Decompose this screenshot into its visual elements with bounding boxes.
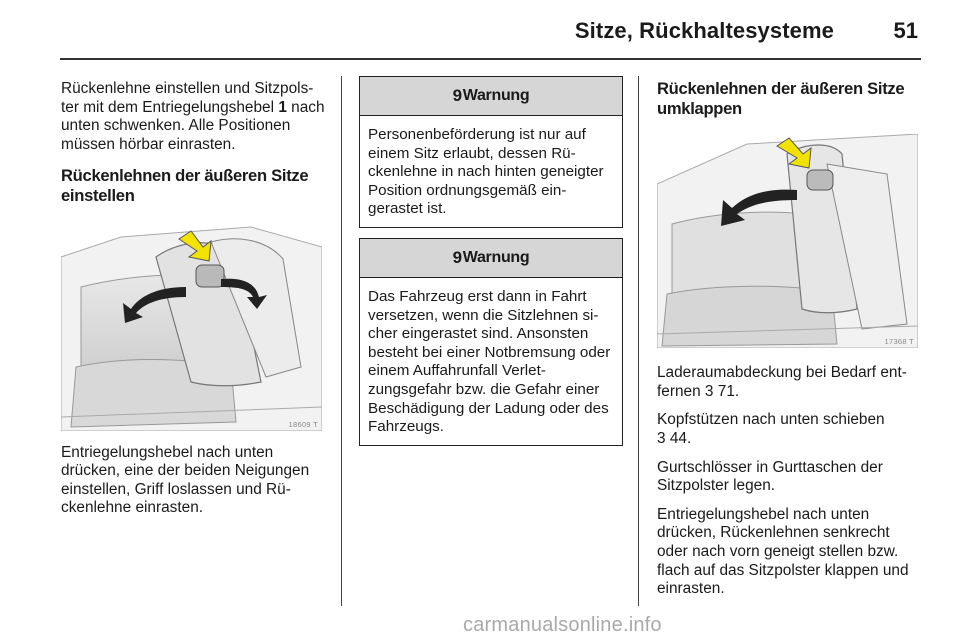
figure-caption: Entriegelungshebel nach unten drücken, eine der beiden Neigungen einstellen, Griff loslassen und Rückenlehne einrasten. (61, 443, 310, 517)
step-paragraph (657, 364, 923, 401)
seat-fold-illustration (657, 134, 918, 348)
step-text: Laderaumabdeckung bei Bedarf entfernen (657, 364, 907, 400)
warning-box (359, 238, 623, 446)
step-text: Kopfstützen nach unten schieben (657, 411, 885, 429)
steps-list (657, 364, 923, 599)
warning-body (360, 116, 622, 227)
watermark: carmanualsonline.info (463, 614, 662, 636)
header-rule (60, 58, 921, 60)
page-header-title: Sitze, Rückhaltesysteme (574, 18, 834, 43)
warning-box (359, 76, 623, 228)
column-divider (341, 76, 342, 606)
page-reference: 3 71. (704, 382, 740, 400)
section-heading: Rückenlehnen der äußeren Sitze umklappen (657, 79, 905, 118)
seat-fold-drawing (657, 134, 918, 348)
step-paragraph (657, 411, 923, 448)
step-text: Entriegelungshebel nach unten drücken, Rückenlehnen senkrecht oder nach vorn geneigt stellen bzw. flach auf das Sitzpolster klappen und einrasten. (657, 505, 909, 598)
warning-body (360, 278, 622, 445)
step-paragraph (657, 506, 923, 599)
right-column (657, 76, 923, 599)
warning-header (360, 239, 622, 278)
step-text: Gurtschlösser in Gurttaschen der Sitzpolster legen. (657, 458, 883, 495)
page-reference: 3 44. (657, 429, 692, 447)
warning-triangle-icon: 9 (452, 86, 462, 105)
warning-triangle-icon: 9 (452, 247, 462, 267)
section-heading: Rückenlehnen der äußeren Sitze einstellen (61, 166, 309, 205)
figure-id: 17368 T (884, 337, 914, 347)
warning-text: Das Fahrzeug erst dann in Fahrt versetzen, wenn die Sitzlehnen sicher eingerastet sind. Ansonsten besteht bei einer Notbremsung oder einem Auffahrunfall Verletzungsgefahr bzw. die Gefahr einer Beschädigung der Ladung oder des Fahrzeugs. (368, 287, 611, 436)
seat-illustration-drawing (61, 217, 322, 431)
intro-paragraph (61, 80, 325, 154)
column-divider (638, 76, 639, 606)
middle-column (359, 76, 623, 446)
figure-id: 18609 T (288, 419, 318, 429)
seat-adjust-illustration (61, 217, 322, 431)
left-column (61, 76, 325, 518)
intro-text: Rückenlehne einstellen und Sitzpolster mit dem Entriegelungshebel (61, 80, 314, 116)
intro-text-2: nach unten schwenken. Alle Positionen müssen hörbar einrasten. (61, 98, 325, 153)
lever-number: 1 (278, 98, 287, 116)
step-paragraph (657, 459, 923, 496)
warning-title: Warnung (462, 248, 530, 266)
page-number: 51 (893, 18, 918, 43)
warning-text: Personenbeförderung ist nur auf einem Sitz erlaubt, dessen Rückenlehne in nach hinten geneigter Position ordnungsgemäß eingerastet ist. (368, 126, 604, 218)
warning-title: Warnung (462, 87, 530, 104)
warning-header (360, 77, 622, 116)
